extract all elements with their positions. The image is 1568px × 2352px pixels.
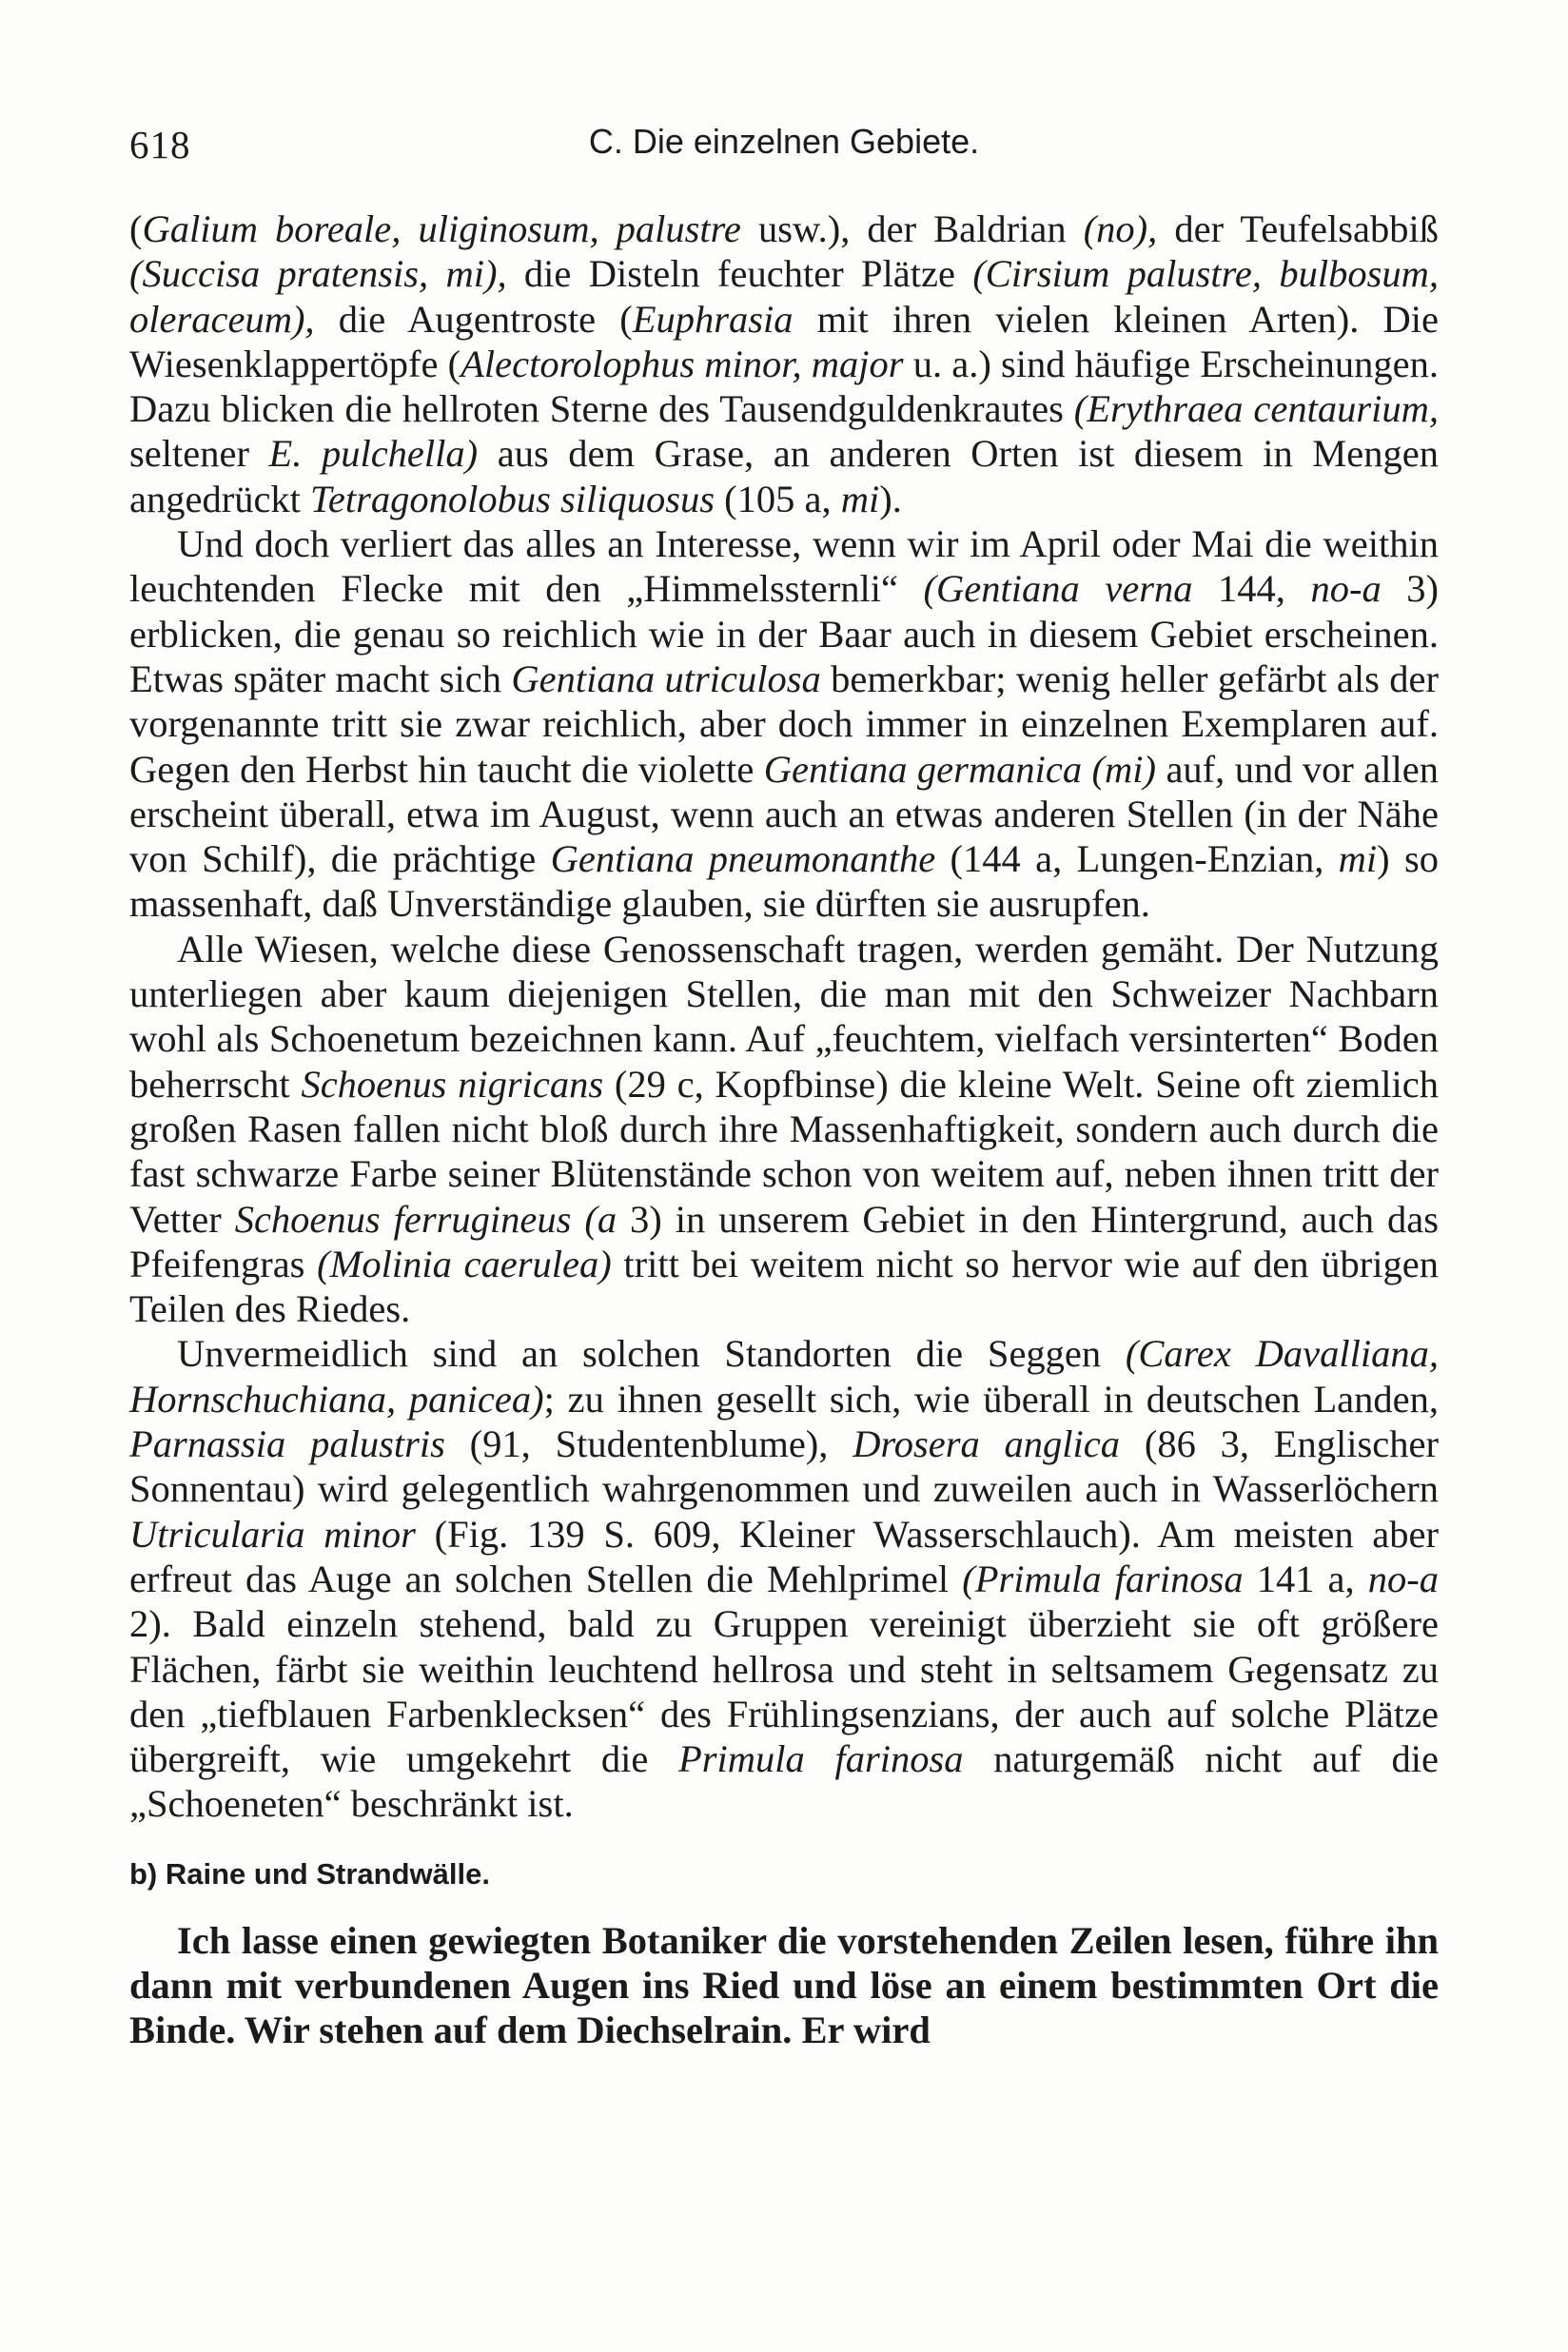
italic-run: Schoenus nigricans xyxy=(301,1062,604,1106)
italic-run: Gentiana germanica (mi) xyxy=(763,747,1157,791)
italic-run: no-a xyxy=(1367,1557,1439,1600)
text-run: (91, Studentenblume), xyxy=(444,1422,853,1466)
italic-run: (Gentiana verna xyxy=(923,567,1193,611)
italic-run: Galium boreale, uliginosum, palustre xyxy=(142,207,741,250)
italic-run: E. pulchella) xyxy=(268,432,479,476)
page-header xyxy=(129,122,1439,179)
section-subheading: b) Raine und Strandwälle. xyxy=(129,1856,490,1891)
italic-run: (Erythraea centaurium, xyxy=(1073,387,1439,431)
text-run: bemerkbar; wenig heller gefärbt als der vorgenannte tritt sie zwar reichlich, aber doch immer in einzelnen Exemplaren auf. Gegen den Herbst hin taucht die violette xyxy=(129,657,1439,791)
text-run: Ich lasse einen gewiegten Botaniker die vorstehenden Zeilen lesen, führe ihn dann mit verbundenen Augen ins Ried und löse an einem bestimmten Ort die Binde. Wir stehen auf dem Diechselrain. Er wird xyxy=(129,1918,1439,2052)
paragraph xyxy=(129,521,1439,927)
text-run: Unvermeidlich sind an solchen Standorten die Seggen xyxy=(177,1332,1126,1376)
italic-run: Euphrasia xyxy=(632,297,794,341)
page-number: 618 xyxy=(129,123,191,167)
italic-run: Utricularia minor xyxy=(129,1512,416,1556)
text-run: Alle Wiesen, welche diese Genossenschaft tragen, werden gemäht. Der Nutzung unterliegen aber kaum diejenigen Stellen, die man mit den Schweizer Nachbarn wohl als Schoenetum bezeichnen kann. Auf „feuchtem, vielfach versinterten“ Boden beherrscht xyxy=(129,927,1439,1106)
italic-run: mi xyxy=(1338,837,1378,881)
text-run: 141 a, xyxy=(1243,1557,1368,1600)
paragraph xyxy=(129,1331,1439,1826)
italic-run: Drosera anglica xyxy=(853,1422,1121,1466)
italic-run: (Primula farinosa xyxy=(962,1557,1244,1600)
italic-run: (Succisa pratensis, mi), xyxy=(129,252,507,296)
text-run: ( xyxy=(129,207,143,250)
italic-run: Alectorolophus minor, major xyxy=(461,342,904,385)
italic-run: Primula farinosa xyxy=(678,1737,964,1781)
text-run: tritt bei weitem nicht so hervor wie auf den übrigen Teilen des Riedes. xyxy=(129,1242,1439,1331)
italic-run: Parnassia palustris xyxy=(129,1422,445,1466)
text-run: (Fig. 139 S. 609, Kleiner Wasserschlauch). Am meisten aber erfreut das Auge an solchen Stellen die Mehlprimel xyxy=(129,1512,1439,1600)
running-head: C. Die einzelnen Gebiete. xyxy=(588,122,980,161)
text-run: aus dem Grase, an anderen Orten ist diesem in Mengen angedrückt xyxy=(129,432,1439,520)
text-run: (29 c, Kopfbinse) die kleine Welt. Seine oft ziemlich großen Rasen fallen nicht bloß durch ihre Massenhaftigkeit, sondern auch durch die fast schwarze Farbe seiner Blütenstände schon von weitem auf, neben ihnen tritt der Vetter xyxy=(129,1062,1440,1241)
text-run: (105 a, xyxy=(715,477,841,520)
paragraph xyxy=(129,927,1439,1332)
text-run: der Teufelsabbiß xyxy=(1157,207,1439,250)
text-run: mit ihren vielen kleinen Arten). Die Wiesenklappertöpfe ( xyxy=(129,297,1440,385)
text-run: u. a.) sind häufige Erscheinungen. Dazu blicken die hellroten Sterne des Tausendguldenkrautes xyxy=(129,342,1439,431)
text-run: usw.), der Baldrian xyxy=(740,207,1084,250)
body-text xyxy=(129,206,1439,2053)
paragraph xyxy=(129,206,1439,521)
text-run: (144 a, Lungen-Enzian, xyxy=(935,837,1339,881)
italic-run: mi xyxy=(840,477,880,520)
text-run: ). xyxy=(879,477,902,520)
italic-run: (Molinia caerulea) xyxy=(317,1242,612,1285)
text-run: ; zu ihnen gesellt sich, wie überall in deutschen Landen, xyxy=(543,1377,1440,1421)
italic-run: Gentiana pneumonanthe xyxy=(550,837,936,881)
text-run: Und doch verliert das alles an Interesse, wenn wir im April oder Mai die weithin leuchtenden Flecke mit den „Himmelssternli“ xyxy=(129,522,1439,611)
text-run: 3) erblicken, die genau so reichlich wie in der Baar auch in diesem Gebiet erscheinen. Etwas später macht sich xyxy=(129,567,1439,700)
text-run: naturgemäß nicht auf die „Schoeneten“ beschränkt ist. xyxy=(129,1737,1439,1826)
italic-run: (Cirsium palustre, bulbosum, oleraceum), xyxy=(129,252,1439,341)
text-run: die Augentroste ( xyxy=(314,297,633,341)
italic-run: (no), xyxy=(1083,207,1158,250)
text-run: (86 3, Englischer Sonnentau) wird gelegentlich wahrgenommen und zuweilen auch in Wasserlöchern xyxy=(129,1422,1439,1511)
text-run: die Disteln feuchter Plätze xyxy=(506,252,973,296)
italic-run: (Carex Davalliana, Hornschuchiana, panicea) xyxy=(129,1332,1439,1421)
text-run: 144, xyxy=(1192,567,1311,611)
text-run: ) so massenhaft, daß Unverständige glauben, sie dürften sie ausrupfen. xyxy=(129,837,1440,926)
text-run: 2). Bald einzeln stehend, bald zu Gruppen vereinigt überzieht sie oft größere Flächen, färbt sie weithin leuchtend hellrosa und steht in seltsamem Gegensatz zu den „tiefblauen Farbenklecksen“ des Frühlingsenzians, der auch auf solche Plätze übergreift, wie umgekehrt die xyxy=(129,1602,1439,1781)
italic-run: Schoenus ferrugineus (a xyxy=(234,1197,617,1241)
text-run: auf, und vor allen erscheint überall, etwa im August, wenn auch an etwas anderen Stellen (in der Nähe von Schilf), die prächtige xyxy=(129,747,1440,881)
italic-run: Tetragonolobus siliquosus xyxy=(310,477,715,520)
italic-run: Gentiana utriculosa xyxy=(511,657,821,700)
text-run: seltener xyxy=(129,432,269,476)
italic-run: no-a xyxy=(1310,567,1382,611)
text-run: 3) in unserem Gebiet in den Hintergrund, auch das Pfeifengras xyxy=(129,1197,1439,1285)
paragraph-final xyxy=(129,1918,1439,2053)
